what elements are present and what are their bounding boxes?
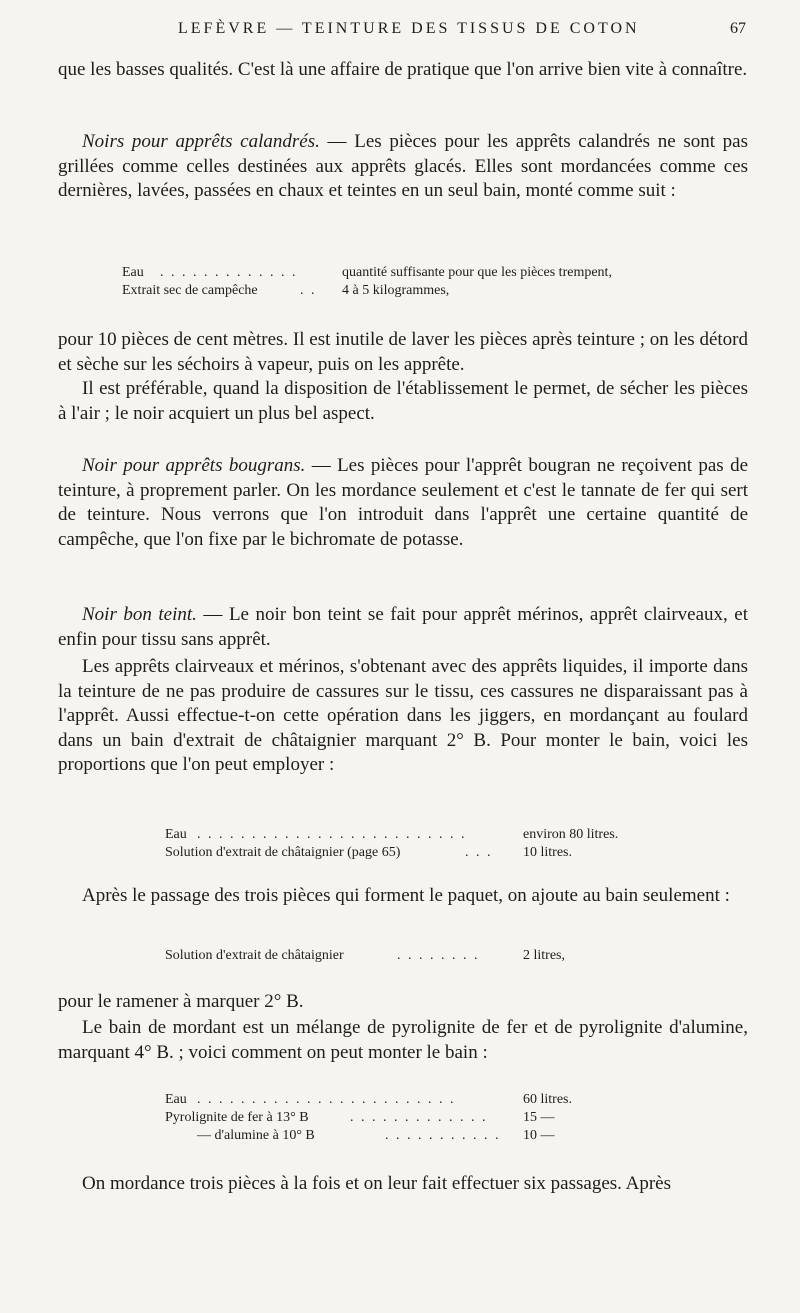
recipe-value: 2 litres, bbox=[523, 948, 565, 963]
recipe-table-mordant bbox=[165, 1091, 725, 1145]
recipe-value: 15 — bbox=[523, 1110, 555, 1125]
section-text-calandres: — Les pièces pour les apprêts calandrés ne sont pas grillées comme celles destinées aux apprêts glacés. Elles sont mordancées comme ces dernières, lavées, passées en chaux et teintes en un seul bain, monté comme suit : bbox=[58, 131, 748, 201]
dot-leader: . . . . . . . . . . . . . . . . . . . . . . . . . bbox=[197, 827, 467, 842]
recipe-label: Solution d'extrait de châtaignier (page 65) bbox=[165, 845, 401, 860]
dot-leader: . . bbox=[300, 283, 317, 298]
recipe-label: Eau bbox=[165, 827, 187, 842]
paragraph-clairveaux: Les apprêts clairveaux et mérinos, s'obtenant avec des apprêts liquides, il importe dans la teinture de ne pas produire de cassures sur le tissu, ces cassures ne disparaissant pas à l'apprêt. Aussi effectue-t-on cette opération dans les jiggers, en mordançant au foulard dans un bain d'extrait de châtaignier marquant 2° B. Pour monter le bain, voici les proportions que l'on peut employer : bbox=[58, 656, 748, 775]
recipe-value: 10 litres. bbox=[523, 845, 572, 860]
recipe-row bbox=[165, 826, 725, 844]
dot-leader: . . . . . . . . . . . . . . . . . . . . . . . . bbox=[197, 1092, 456, 1107]
recipe-label: Extrait sec de campêche bbox=[122, 283, 258, 298]
recipe-value: 4 à 5 kilogrammes, bbox=[342, 283, 450, 298]
paragraph-passages: On mordance trois pièces à la fois et on leur fait effectuer six passages. Après bbox=[82, 1173, 671, 1194]
recipe-row bbox=[165, 1109, 725, 1127]
recipe-row bbox=[165, 947, 725, 965]
paragraph-dix-pieces: pour 10 pièces de cent mètres. Il est inutile de laver les pièces après teinture ; on les détord et sèche sur les séchoirs à vapeur, puis on les apprête. bbox=[58, 329, 748, 375]
recipe-table-ajout bbox=[165, 947, 725, 965]
paragraph-noir-bougrans bbox=[58, 454, 748, 552]
recipe-label: Solution d'extrait de châtaignier bbox=[165, 948, 344, 963]
recipe-row bbox=[122, 282, 722, 300]
recipe-row bbox=[122, 264, 722, 282]
paragraph-mordant: Le bain de mordant est un mélange de pyrolignite de fer et de pyrolignite d'alumine, marquant 4° B. ; voici comment on peut monter le bain : bbox=[58, 1017, 748, 1063]
running-header bbox=[58, 18, 748, 44]
recipe-value: 60 litres. bbox=[523, 1092, 572, 1107]
recipe-value: 10 — bbox=[523, 1128, 555, 1143]
section-text-bougrans: — Les pièces pour l'apprêt bougran ne reçoivent pas de teinture, à proprement parler. On les mordance seulement et c'est le tannate de fer qui sert de teinture. Nous verrons que l'on introduit dans l'apprêt une certaine quantité de campêche, que l'on fixe par le bichromate de potasse. bbox=[58, 455, 748, 550]
paragraph-noir-bon-teint bbox=[58, 603, 748, 652]
recipe-value: quantité suffisante pour que les pièces trempent, bbox=[342, 265, 612, 280]
section-text-bon-teint: — Le noir bon teint se fait pour apprêt mérinos, apprêt clairveaux, et enfin pour tissu sans apprêt. bbox=[58, 604, 748, 650]
paragraph-apres-passage: Après le passage des trois pièces qui forment le paquet, on ajoute au bain seulement : bbox=[82, 885, 730, 906]
paragraph-noirs-calandres bbox=[58, 130, 748, 204]
page-number: 67 bbox=[730, 20, 746, 37]
dot-leader: . . . bbox=[465, 845, 493, 860]
recipe-row bbox=[165, 844, 725, 862]
recipe-label: Eau bbox=[165, 1092, 187, 1107]
recipe-label: Pyrolignite de fer à 13° B bbox=[165, 1110, 309, 1125]
recipe-label: — d'alumine à 10° B bbox=[197, 1128, 315, 1143]
dot-leader: . . . . . . . . . . . bbox=[385, 1128, 501, 1143]
header-title: LEFÈVRE — TEINTURE DES TISSUS DE COTON bbox=[178, 20, 640, 37]
recipe-table-chataignier bbox=[165, 826, 725, 862]
dot-leader: . . . . . . . . bbox=[397, 948, 480, 963]
paragraph-continuation: que les basses qualités. C'est là une affaire de pratique que l'on arrive bien vite à connaître. bbox=[58, 59, 748, 80]
recipe-table-campeche bbox=[122, 264, 722, 300]
recipe-row bbox=[165, 1127, 725, 1145]
paragraph-ramener: pour le ramener à marquer 2° B. bbox=[58, 991, 304, 1012]
paragraph-sechage: Il est préférable, quand la disposition de l'établissement le permet, de sécher les pièces à l'air ; le noir acquiert un plus bel aspect. bbox=[58, 378, 748, 424]
recipe-row bbox=[165, 1091, 725, 1109]
recipe-value: environ 80 litres. bbox=[523, 827, 619, 842]
section-title-calandres: Noirs pour apprêts calandrés. bbox=[82, 131, 320, 152]
recipe-label: Eau bbox=[122, 265, 144, 280]
dot-leader: . . . . . . . . . . . . . bbox=[350, 1110, 488, 1125]
dot-leader: . . . . . . . . . . . . . bbox=[160, 265, 298, 280]
section-title-bon-teint: Noir bon teint. bbox=[82, 604, 197, 625]
section-title-bougrans: Noir pour apprêts bougrans. bbox=[82, 455, 306, 476]
